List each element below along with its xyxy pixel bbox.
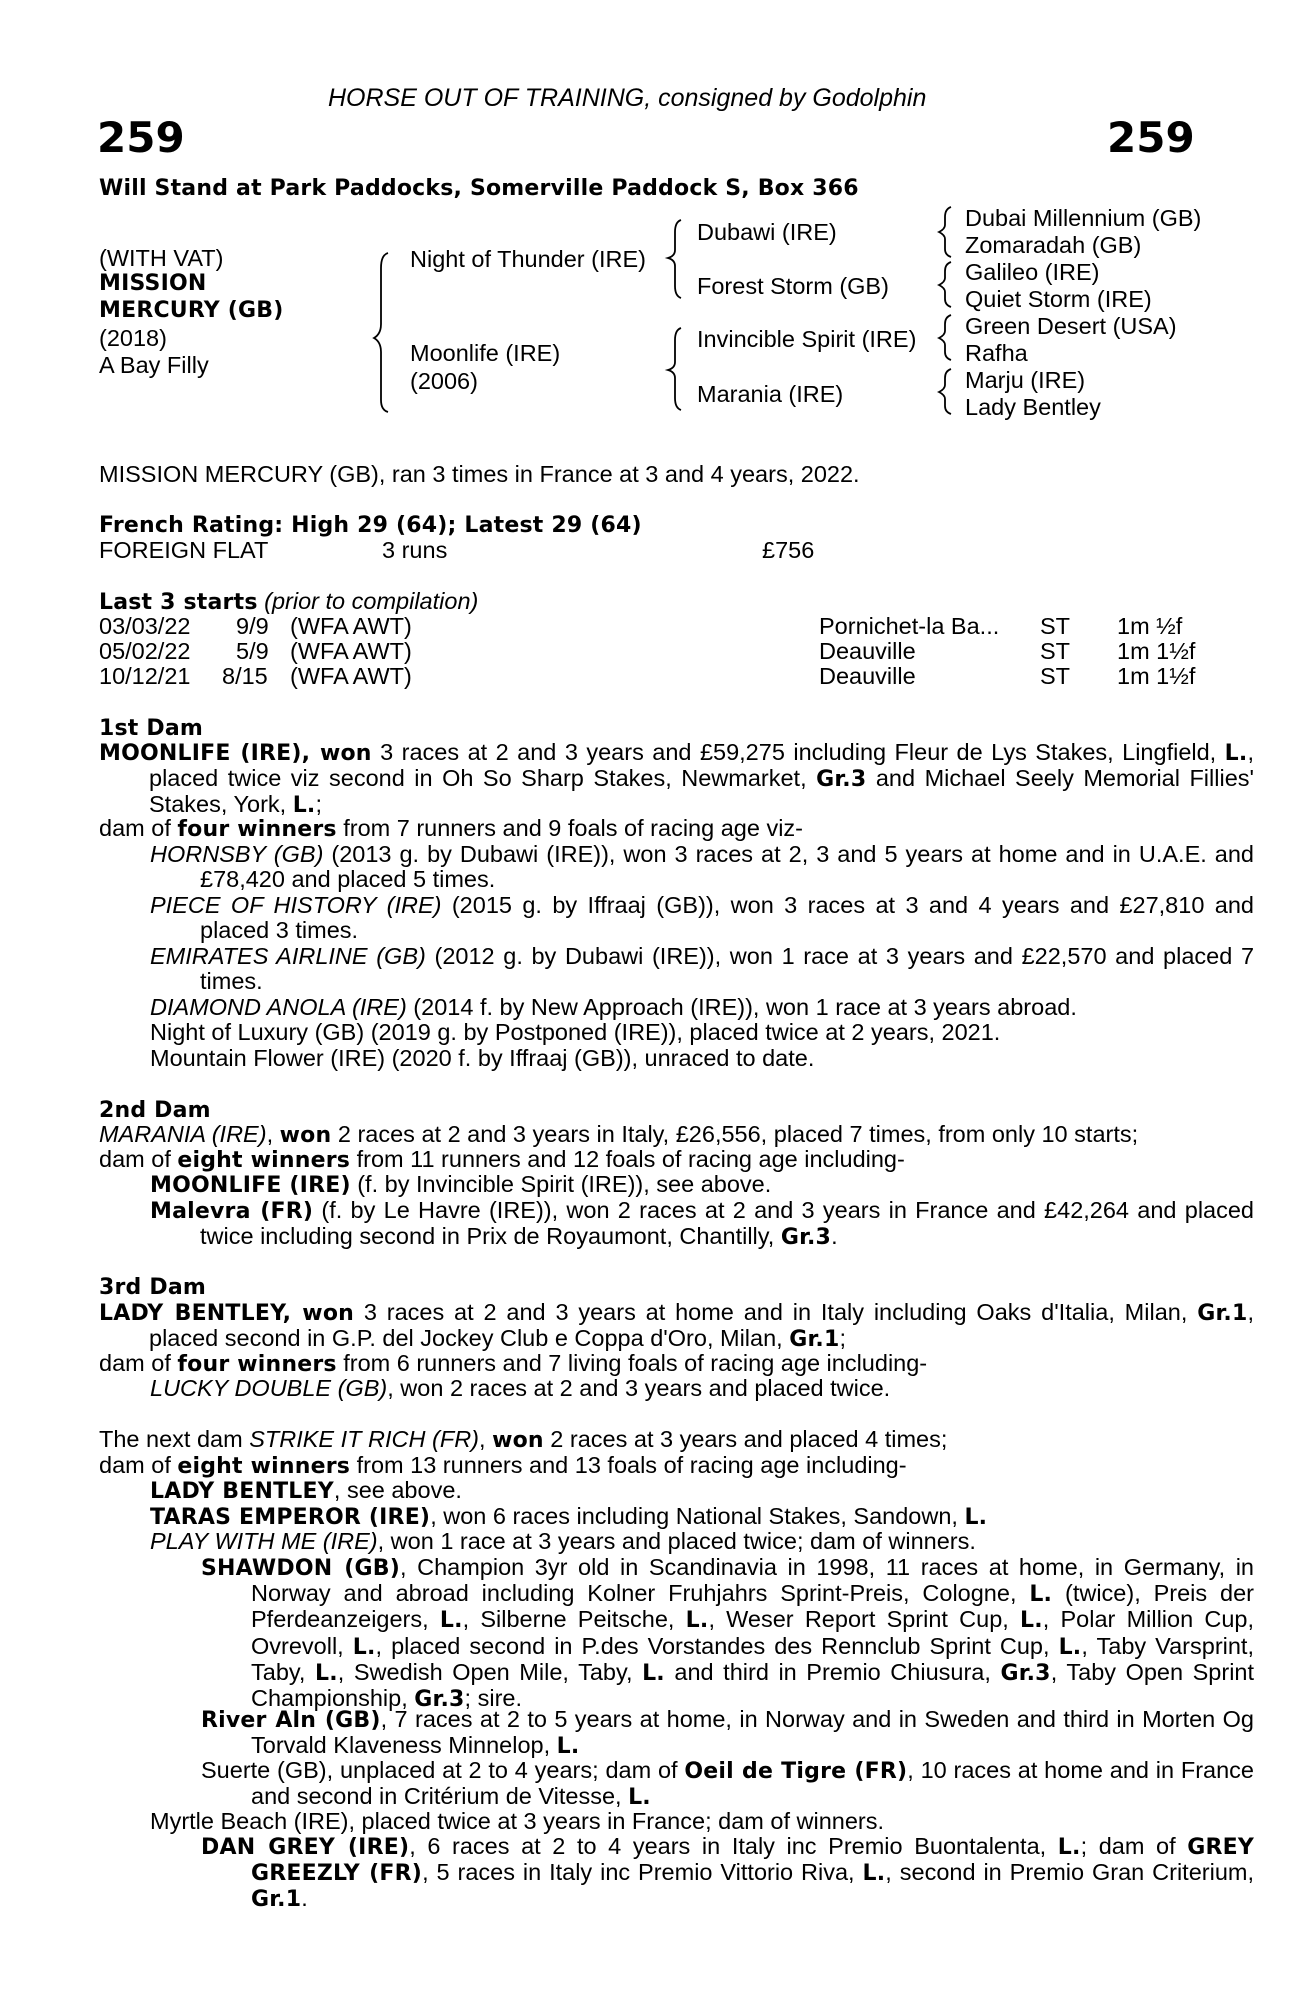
brace-g1: [939, 207, 951, 257]
brace-g2: [939, 262, 951, 307]
start-surface: ST: [1040, 638, 1071, 664]
text: , 10 races at home and in France and second in Critérium de Vitesse,: [251, 1757, 1254, 1810]
produce-name: River Aln (GB): [201, 1708, 381, 1733]
starts-header: [99, 589, 478, 615]
starts-note: (prior to compilation): [264, 588, 479, 614]
dam1-produce-intro: [99, 816, 803, 842]
start-date: 03/03/22: [99, 613, 191, 639]
produce-item: [150, 1198, 1254, 1250]
won-label: , won: [282, 1301, 354, 1326]
start-position: 9/9: [236, 613, 269, 639]
produce-name: GREY GREEZLY (FR): [251, 1835, 1255, 1887]
listed-mark: L.: [292, 793, 316, 819]
dam: Moonlife (IRE): [410, 340, 561, 366]
gen3-2: Zomaradah (GB): [965, 232, 1142, 258]
produce-name: LADY BENTLEY: [150, 1479, 334, 1504]
next-dam-record: [99, 1427, 947, 1453]
produce-name: Malevra (FR): [150, 1199, 314, 1224]
next-dam-produce-intro: [99, 1453, 907, 1479]
text: .: [301, 1885, 308, 1912]
listed-mark: L.: [1020, 1608, 1043, 1634]
produce-name: DAN GREY (IRE): [201, 1835, 410, 1860]
brace-sire: [668, 220, 681, 298]
lot-number-right: 259: [1107, 113, 1195, 162]
text: , Champion 3yr old in Scandinavia in 1998, 11 races at home, in Germany, in Norway and abroad including Kolner Fruhjahrs Sprint-Preis, Cologne,: [251, 1554, 1254, 1607]
rating-title: French Rating: High 29 (64); Latest 29 (64): [99, 513, 642, 538]
grand-produce-item: [201, 1707, 1254, 1759]
listed-mark: L.: [315, 1660, 338, 1686]
group-mark: Gr.1: [789, 1327, 840, 1353]
text: (twice), Preis der Pferdeanzeigers,: [251, 1580, 1254, 1633]
grand-produce-item: [201, 1555, 1254, 1712]
text: ,: [479, 1426, 493, 1452]
start-race: (WFA AWT): [290, 638, 412, 664]
text: ;: [839, 1325, 846, 1352]
produce-item: [150, 842, 1254, 892]
produce-name: DIAMOND ANOLA (IRE): [150, 994, 407, 1020]
start-position: 5/9: [236, 638, 269, 664]
gen3-7: Marju (IRE): [965, 367, 1086, 393]
starts-title: Last 3 starts: [99, 590, 258, 615]
brace-g4: [939, 369, 951, 414]
rating-type: FOREIGN FLAT: [99, 537, 269, 563]
start-date: 05/02/22: [99, 638, 191, 664]
text: 2 races at 3 years and placed 4 times;: [543, 1426, 948, 1452]
text: and third in Premio Chiusura,: [664, 1658, 1001, 1685]
produce-item: [150, 1376, 890, 1401]
dam3-record: [99, 1300, 1254, 1352]
text: (2013 g. by Dubawi (IRE)), won 3 races at 2, 3 and 5 years at home and in U.A.E. and £78,420 and placed 5 times.: [200, 841, 1254, 893]
start-surface: ST: [1040, 663, 1071, 689]
gen3-5: Green Desert (USA): [965, 313, 1177, 339]
dam2-name: MARANIA (IRE): [99, 1121, 267, 1147]
dam-sire: Invincible Spirit (IRE): [697, 326, 917, 352]
text: from 6 runners and 7 living foals of racing age including-: [336, 1350, 928, 1376]
text: (f. by Invincible Spirit (IRE)), see above.: [350, 1171, 772, 1197]
listed-mark: L.: [1224, 741, 1248, 766]
listed-mark: L.: [1029, 1582, 1053, 1608]
start-distance: 1m 1½f: [1117, 663, 1196, 689]
produce-name: SHAWDON (GB): [201, 1556, 400, 1581]
start-surface: ST: [1040, 613, 1071, 639]
rating-earnings: £756: [762, 537, 815, 563]
produce-item: [150, 1172, 771, 1198]
dam3-heading: 3rd Dam: [99, 1275, 206, 1300]
won-label: , won: [301, 741, 372, 766]
text: , second in Premio Gran Criterium,: [885, 1859, 1254, 1886]
next-dam-name: STRIKE IT RICH (FR): [249, 1426, 479, 1452]
vat-note: (WITH VAT): [99, 245, 224, 271]
group-mark: Gr.3: [1000, 1660, 1051, 1686]
sire: Night of Thunder (IRE): [410, 246, 646, 272]
listed-mark: L.: [1057, 1835, 1081, 1860]
winners-count: eight winners: [177, 1148, 351, 1173]
start-position: 8/15: [222, 663, 268, 689]
gen3-4: Quiet Storm (IRE): [965, 286, 1152, 312]
text: 3 races at 2 and 3 years and £59,275 including Fleur de Lys Stakes, Lingfield,: [371, 739, 1225, 765]
produce-name: Oeil de Tigre (FR): [684, 1759, 908, 1784]
produce-name: MOONLIFE (IRE): [150, 1173, 351, 1198]
consignment-header: HORSE OUT OF TRAINING, consigned by Godolphin: [328, 84, 927, 112]
produce-item: Night of Luxury (GB) (2019 g. by Postponed (IRE)), placed twice at 2 years, 2021.: [150, 1019, 1001, 1045]
stabling-info: Will Stand at Park Paddocks, Somerville Paddock S, Box 366: [99, 176, 859, 201]
horse-description: A Bay Filly: [99, 352, 209, 378]
start-distance: 1m ½f: [1117, 613, 1183, 639]
sire-dam: Forest Storm (GB): [697, 273, 889, 299]
text: , won 6 races including National Stakes, Sandown,: [430, 1503, 965, 1529]
text: ; sire.: [464, 1685, 523, 1712]
listed-mark: L.: [642, 1660, 665, 1686]
text: ; dam of: [1080, 1833, 1188, 1859]
produce-name: LUCKY DOUBLE (GB): [150, 1375, 388, 1401]
listed-mark: L.: [556, 1734, 580, 1760]
group-mark: Gr.3: [414, 1687, 465, 1713]
dam1-heading: 1st Dam: [99, 716, 204, 741]
text: , Taby Varsprint, Taby,: [251, 1632, 1254, 1685]
brace-g3: [939, 315, 951, 360]
start-course: Deauville: [819, 663, 916, 689]
text: , won 2 races at 2 and 3 years and placed twice.: [387, 1375, 891, 1401]
text: dam of: [99, 1350, 178, 1376]
produce-item: [150, 893, 1254, 943]
text: Suerte (GB), unplaced at 2 to 4 years; dam of: [201, 1757, 685, 1783]
text: from 7 runners and 9 foals of racing age viz-: [336, 815, 804, 841]
text: dam of: [99, 1146, 178, 1172]
text: , Swedish Open Mile, Taby,: [337, 1658, 643, 1685]
dam-year: (2006): [410, 368, 478, 394]
dam1-name: MOONLIFE (IRE): [99, 741, 302, 766]
gen3-6: Rafha: [965, 340, 1028, 366]
listed-mark: L.: [862, 1861, 886, 1887]
dam3-produce-intro: [99, 1351, 927, 1377]
group-mark: Gr.3: [780, 1225, 832, 1251]
sire-sire: Dubawi (IRE): [697, 219, 837, 245]
produce-item: Myrtle Beach (IRE), placed twice at 3 years in France; dam of winners.: [150, 1808, 885, 1834]
group-mark: Gr.3: [816, 767, 867, 793]
start-course: Deauville: [819, 638, 916, 664]
text: from 13 runners and 13 foals of racing age including-: [350, 1452, 907, 1478]
grand-produce-item: [201, 1758, 1254, 1810]
start-date: 10/12/21: [99, 663, 191, 689]
group-mark: Gr.1: [251, 1887, 302, 1913]
dam2-heading: 2nd Dam: [99, 1098, 211, 1123]
text: , placed second in P.des Vorstandes des Rennclub Sprint Cup,: [375, 1632, 1059, 1659]
text: , Silberne Peitsche,: [462, 1606, 686, 1633]
text: (2015 g. by Iffraaj (GB)), won 3 races at 3 and 4 years and £27,810 and placed 3 times.: [200, 892, 1254, 944]
text: ;: [315, 791, 323, 818]
dam2-produce-intro: [99, 1147, 905, 1173]
produce-item: [150, 1478, 462, 1504]
rating-runs: 3 runs: [382, 537, 448, 563]
text: (f. by Le Havre (IRE)), won 2 races at 2 and 3 years in France and £42,264 and placed twice including second in Prix de Royaumont, Chantilly,: [200, 1197, 1254, 1250]
text: , Taby Open Sprint Championship,: [251, 1658, 1255, 1712]
text: ,: [266, 1121, 280, 1147]
won-label: won: [492, 1428, 544, 1453]
gen3-3: Galileo (IRE): [965, 259, 1100, 285]
brace-dam: [668, 328, 681, 410]
start-distance: 1m 1½f: [1117, 638, 1196, 664]
text: (2014 f. by New Approach (IRE)), won 1 race at 3 years abroad.: [406, 994, 1077, 1020]
text: , see above.: [333, 1477, 462, 1503]
listed-mark: L.: [685, 1608, 709, 1634]
listed-mark: L.: [1058, 1634, 1082, 1660]
gen3-8: Lady Bentley: [965, 394, 1101, 420]
won-label: won: [279, 1123, 332, 1148]
text: 3 races at 2 and 3 years at home and in Italy including Oaks d'Italia, Milan,: [354, 1299, 1198, 1325]
text: , Polar Million Cup, Ovrevoll,: [251, 1606, 1254, 1659]
horse-name-line2: MERCURY (GB): [99, 298, 284, 323]
brace-parents: [374, 253, 388, 412]
horse-year: (2018): [99, 325, 167, 351]
race-summary: MISSION MERCURY (GB), ran 3 times in France at 3 and 4 years, 2022.: [99, 461, 860, 487]
text: , 7 races at 2 to 5 years at home, in Norway and in Sweden and third in Morten Og Torvald Klaveness Minnelop,: [251, 1706, 1254, 1759]
start-race: (WFA AWT): [290, 663, 412, 689]
produce-name: PIECE OF HISTORY (IRE): [150, 892, 442, 918]
listed-mark: L.: [964, 1505, 988, 1530]
produce-item: [150, 944, 1254, 994]
text: .: [831, 1223, 838, 1250]
produce-item: Mountain Flower (IRE) (2020 f. by Iffraaj (GB)), unraced to date.: [150, 1045, 815, 1071]
listed-mark: L.: [628, 1785, 651, 1811]
text: dam of: [99, 815, 178, 841]
winners-count: four winners: [177, 817, 337, 842]
group-mark: Gr.1: [1197, 1301, 1248, 1326]
produce-item: [150, 995, 1077, 1020]
start-race: (WFA AWT): [290, 613, 412, 639]
produce-name: TARAS EMPEROR (IRE): [150, 1505, 431, 1530]
grand-produce-item: [201, 1834, 1254, 1913]
text: , placed twice viz second in Oh So Sharp Stakes, Newmarket,: [149, 739, 1254, 792]
text: from 11 runners and 12 foals of racing age including-: [350, 1146, 905, 1172]
text: , won 1 race at 3 years and placed twice; dam of winners.: [377, 1528, 976, 1554]
lot-number-left: 259: [97, 113, 185, 162]
dam-dam: Marania (IRE): [697, 381, 844, 407]
winners-count: four winners: [177, 1352, 337, 1377]
produce-name: EMIRATES AIRLINE (GB): [150, 943, 426, 969]
text: dam of: [99, 1452, 178, 1478]
text: , 6 races at 2 to 4 years in Italy inc Premio Buontalenta,: [409, 1833, 1058, 1859]
dam1-record: [99, 740, 1254, 819]
text: and Michael Seely Memorial Fillies' Stakes, York,: [149, 765, 1254, 818]
produce-item: [150, 1504, 987, 1530]
listed-mark: L.: [352, 1634, 376, 1660]
dam3-name: LADY BENTLEY: [99, 1301, 283, 1326]
text: (2012 g. by Dubawi (IRE)), won 1 race at 3 years and £22,570 and placed 7 times.: [200, 943, 1255, 995]
winners-count: eight winners: [177, 1454, 351, 1479]
produce-name: HORNSBY (GB): [150, 841, 324, 867]
start-course: Pornichet-la Ba...: [819, 613, 1000, 639]
dam2-record: [99, 1122, 1138, 1148]
text: The next dam: [99, 1426, 250, 1452]
text: , 5 races in Italy inc Premio Vittorio Riva,: [422, 1859, 863, 1886]
text: , placed second in G.P. del Jockey Club e Coppa d'Oro, Milan,: [149, 1299, 1254, 1352]
gen3-1: Dubai Millennium (GB): [965, 205, 1202, 231]
horse-name-line1: MISSION: [99, 271, 207, 296]
listed-mark: L.: [439, 1608, 463, 1634]
produce-name: PLAY WITH ME (IRE): [150, 1528, 378, 1554]
text: , Weser Report Sprint Cup,: [708, 1606, 1020, 1633]
produce-item: [150, 1529, 976, 1554]
text: 2 races at 2 and 3 years in Italy, £26,556, placed 7 times, from only 10 starts;: [331, 1121, 1139, 1147]
